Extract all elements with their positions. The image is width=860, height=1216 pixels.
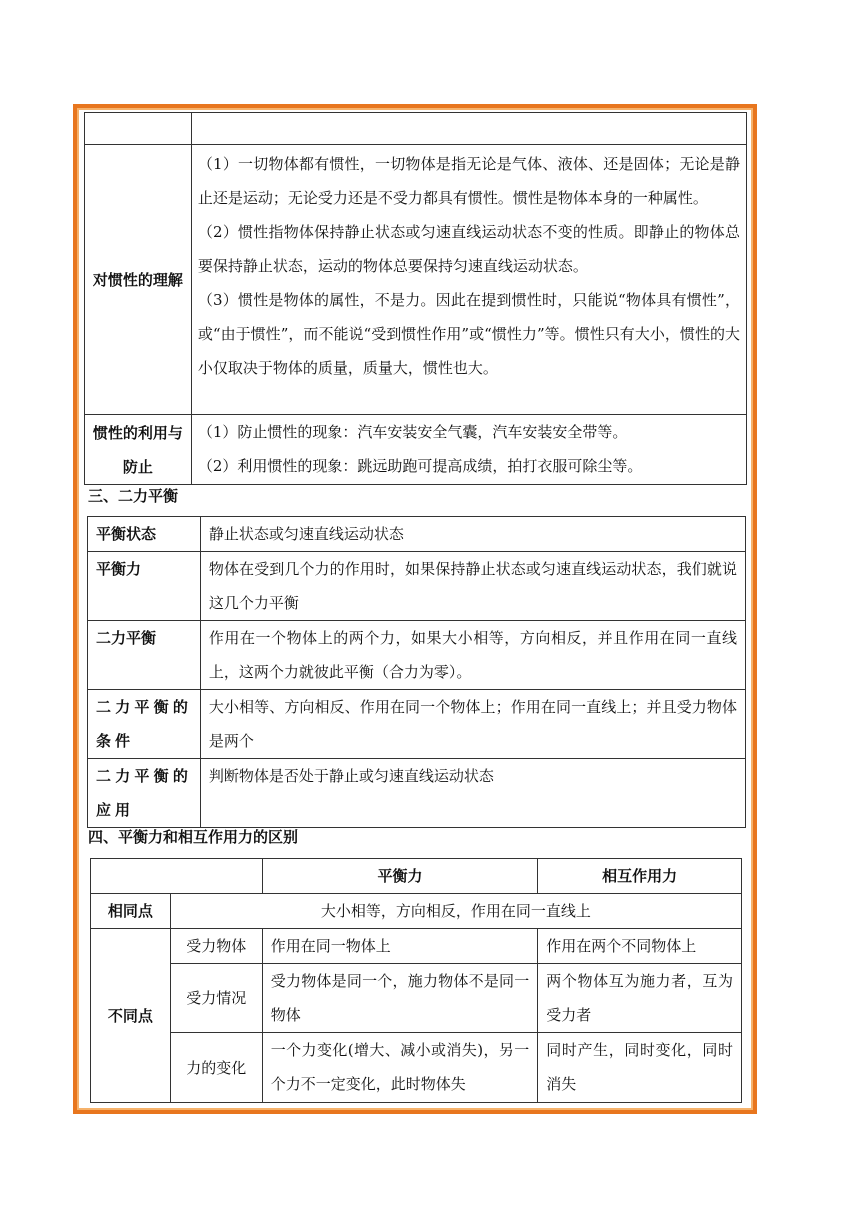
table-row <box>88 552 746 621</box>
row-head-inertia-use: 惯性的利用与防止 <box>85 415 192 485</box>
section-title-balance: 三、二力平衡 <box>88 487 179 505</box>
table-row <box>85 415 747 485</box>
table-row <box>88 690 746 759</box>
balance-table <box>87 516 746 828</box>
row-body: 静止状态或匀速直线运动状态 <box>200 517 745 552</box>
row-head: 平衡状态 <box>88 517 201 552</box>
table-row <box>91 859 742 894</box>
diff-interaction-cell: 同时产生，同时变化，同时消失 <box>538 1033 742 1103</box>
diff-interaction-cell: 作用在两个不同物体上 <box>538 929 742 964</box>
inertia-use-body <box>191 415 746 485</box>
row-head: 二力平衡的应用 <box>88 759 201 828</box>
diff-label: 不同点 <box>91 929 171 1103</box>
col-head-balance: 平衡力 <box>262 859 538 894</box>
table-row <box>85 145 747 415</box>
row-body: 大小相等、方向相反、作用在同一个物体上；作用在同一直线上；并且受力物体是两个 <box>200 690 745 759</box>
table-row <box>88 759 746 828</box>
paragraph: （3）惯性是物体的属性，不是力。因此在提到惯性时，只能说“物体具有惯性”，或“由于惯性”，而不能说“受到惯性作用”或“惯性力”等。惯性只有大小，惯性的大小仅取决于物体的质量，质量大，惯性也大。 <box>197 291 740 377</box>
same-label: 相同点 <box>91 894 171 929</box>
table-row <box>91 929 742 964</box>
section-title-difference: 四、平衡力和相互作用力的区别 <box>88 828 299 846</box>
diff-balance-cell: 作用在同一物体上 <box>262 929 538 964</box>
table-row <box>91 894 742 929</box>
table-row <box>91 964 742 1033</box>
paragraph: （1）一切物体都有惯性，一切物体是指无论是气体、液体、还是固体；无论是静止还是运动；无论受力还是不受力都具有惯性。惯性是物体本身的一种属性。 <box>197 155 740 207</box>
row-head: 平衡力 <box>88 552 201 621</box>
diff-row-label: 受力物体 <box>170 929 262 964</box>
paragraph: （2）利用惯性的现象：跳远助跑可提高成绩，拍打衣服可除尘等。 <box>197 457 643 475</box>
row-head-inertia-understanding: 对惯性的理解 <box>85 145 192 415</box>
table-row <box>88 621 746 690</box>
corner-cell <box>91 859 263 894</box>
table-row <box>85 113 747 145</box>
empty-head-cell <box>85 113 192 145</box>
diff-interaction-cell: 两个物体互为施力者，互为受力者 <box>538 964 742 1033</box>
diff-row-label: 力的变化 <box>170 1033 262 1103</box>
row-head: 二力平衡 <box>88 621 201 690</box>
inertia-table <box>84 112 747 485</box>
diff-balance-cell: 受力物体是同一个，施力物体不是同一物体 <box>262 964 538 1033</box>
col-head-interaction: 相互作用力 <box>538 859 742 894</box>
table-row <box>88 517 746 552</box>
row-body: 物体在受到几个力的作用时，如果保持静止状态或匀速直线运动状态，我们就说这几个力平衡 <box>200 552 745 621</box>
same-text: 大小相等，方向相反，作用在同一直线上 <box>170 894 741 929</box>
paragraph: （1）防止惯性的现象：汽车安装安全气囊，汽车安装安全带等。 <box>197 423 628 441</box>
row-head: 二力平衡的条件 <box>88 690 201 759</box>
comparison-table <box>90 858 742 1103</box>
empty-body-cell <box>191 113 746 145</box>
paragraph: （2）惯性指物体保持静止状态或匀速直线运动状态不变的性质。即静止的物体总要保持静止状态，运动的物体总要保持匀速直线运动状态。 <box>197 223 740 275</box>
table-row <box>91 1033 742 1103</box>
diff-row-label: 受力情况 <box>170 964 262 1033</box>
diff-balance-cell: 一个力变化(增大、减小或消失)，另一个力不一定变化，此时物体失 <box>262 1033 538 1103</box>
row-body: 作用在一个物体上的两个力，如果大小相等，方向相反，并且作用在同一直线上，这两个力就彼此平衡（合力为零）。 <box>200 621 745 690</box>
row-body: 判断物体是否处于静止或匀速直线运动状态 <box>200 759 745 828</box>
inertia-understanding-body <box>191 145 746 415</box>
